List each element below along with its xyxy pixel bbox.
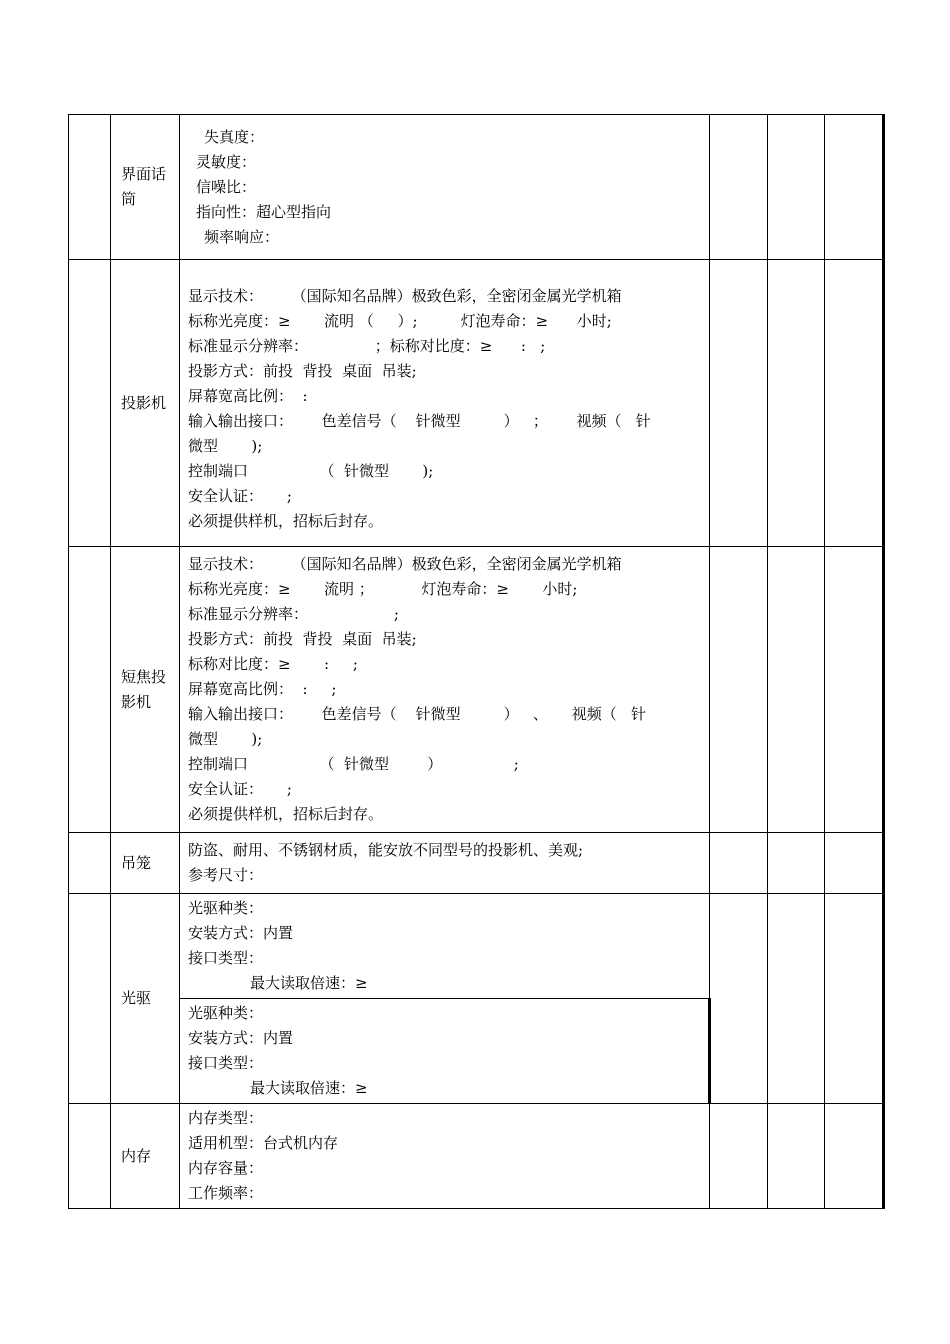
spec-line: 屏幕宽高比例： : [188,387,308,405]
item-name-projector: 投影机 [111,260,180,547]
spec-line: 安装方式：内置 [188,924,294,942]
spec-line: 最大读取倍速：≥ [250,1079,368,1097]
spec-cell-drive-b [180,999,710,1104]
spec-line: 安全认证： ; [188,780,292,798]
empty-cell [710,260,768,547]
spec-line: 内存类型： [188,1109,264,1127]
spec-cell-short-throw [180,547,710,833]
spec-line: 标准显示分辨率： ; [188,605,399,623]
index-cell [69,547,111,833]
index-cell [69,260,111,547]
spec-line: 防盗、耐用、不锈钢材质，能安放不同型号的投影机、美观; [188,841,584,859]
spec-line: 标称光亮度：≥ 流明 ； 灯泡寿命：≥ 小时; [188,580,578,598]
spec-line: 必须提供样机，招标后封存。 [188,512,384,530]
empty-cell [710,894,768,1104]
spec-line: 信噪比： [196,177,257,196]
spec-line: 适用机型：台式机内存 [188,1134,339,1152]
spec-line: 工作频率： [188,1184,264,1202]
spec-line: 最大读取倍速：≥ [250,974,368,992]
spec-line: 标称对比度：≥ : ; [188,655,358,673]
spec-line: 光驱种类： [188,899,264,917]
item-name-cage: 吊笼 [111,833,180,894]
spec-line: 接口类型： [188,1054,264,1072]
index-cell [69,1104,111,1209]
empty-cell [768,115,825,260]
empty-cell [768,894,825,1104]
empty-cell [768,1104,825,1209]
spec-line: 失真度： [204,127,265,146]
spec-line: 投影方式：前投 背投 桌面 吊装; [188,362,417,380]
item-name-memory: 内存 [111,1104,180,1209]
spec-line: 标称光亮度：≥ 流明 （ ）; 灯泡寿命：≥ 小时; [188,312,612,330]
index-cell [69,115,111,260]
spec-cell-drive-a [180,894,710,999]
spec-line: 屏幕宽高比例： : ; [188,680,337,698]
empty-cell [710,1104,768,1209]
spec-line: 显示技术： （国际知名品牌）极致色彩，全密闭金属光学机箱 [188,287,622,305]
spec-line: 灵敏度： [196,152,257,171]
spec-line: 光驱种类： [188,1004,264,1022]
spec-cell-cage [180,833,710,894]
spec-line: 显示技术： （国际知名品牌）极致色彩，全密闭金属光学机箱 [188,555,622,573]
empty-cell [825,260,884,547]
empty-cell [710,115,768,260]
spec-line: 输入输出接口： 色差信号（ 针微型 ） ； 视频（ 针 [188,412,651,430]
spec-line: 微型 ); [188,730,263,748]
empty-cell [825,894,884,1104]
item-name-drive: 光驱 [111,894,180,1104]
empty-cell [825,115,884,260]
spec-line: 标准显示分辨率： ；标称对比度：≥ : ; [188,337,546,355]
empty-cell [768,833,825,894]
table-row-cage [69,833,884,894]
item-name-mic: 界面话筒 [111,115,180,260]
empty-cell [710,833,768,894]
spec-line: 输入输出接口： 色差信号（ 针微型 ） 、 视频（ 针 [188,705,647,723]
spec-line: 控制端口 （ 针微型 ） ; [188,755,519,773]
spec-table [68,114,885,1209]
empty-cell [825,833,884,894]
item-name-short-throw: 短焦投影机 [111,547,180,833]
index-cell [69,894,111,1104]
table-row-projector [69,260,884,547]
spec-line: 安装方式：内置 [188,1029,294,1047]
spec-line: 投影方式：前投 背投 桌面 吊装; [188,630,417,648]
spec-cell-mic [180,115,710,260]
spec-line: 内存容量： [188,1159,264,1177]
spec-line: 频率响应： [204,227,280,246]
spec-line: 指向性：超心型指向 [196,202,332,221]
empty-cell [825,1104,884,1209]
table-row-drive-a [69,894,884,999]
empty-cell [825,547,884,833]
spec-line: 接口类型： [188,949,264,967]
spec-cell-projector [180,260,710,547]
spec-line: 参考尺寸： [188,866,264,884]
table-row-memory [69,1104,884,1209]
table-row-short-throw [69,547,884,833]
spec-line: 控制端口 （ 针微型 ); [188,462,434,480]
empty-cell [768,547,825,833]
spec-line: 微型 ); [188,437,263,455]
empty-cell [710,547,768,833]
empty-cell [768,260,825,547]
index-cell [69,833,111,894]
spec-line: 安全认证： ; [188,487,292,505]
table-row-mic [69,115,884,260]
spec-line: 必须提供样机，招标后封存。 [188,805,384,823]
spec-cell-memory [180,1104,710,1209]
